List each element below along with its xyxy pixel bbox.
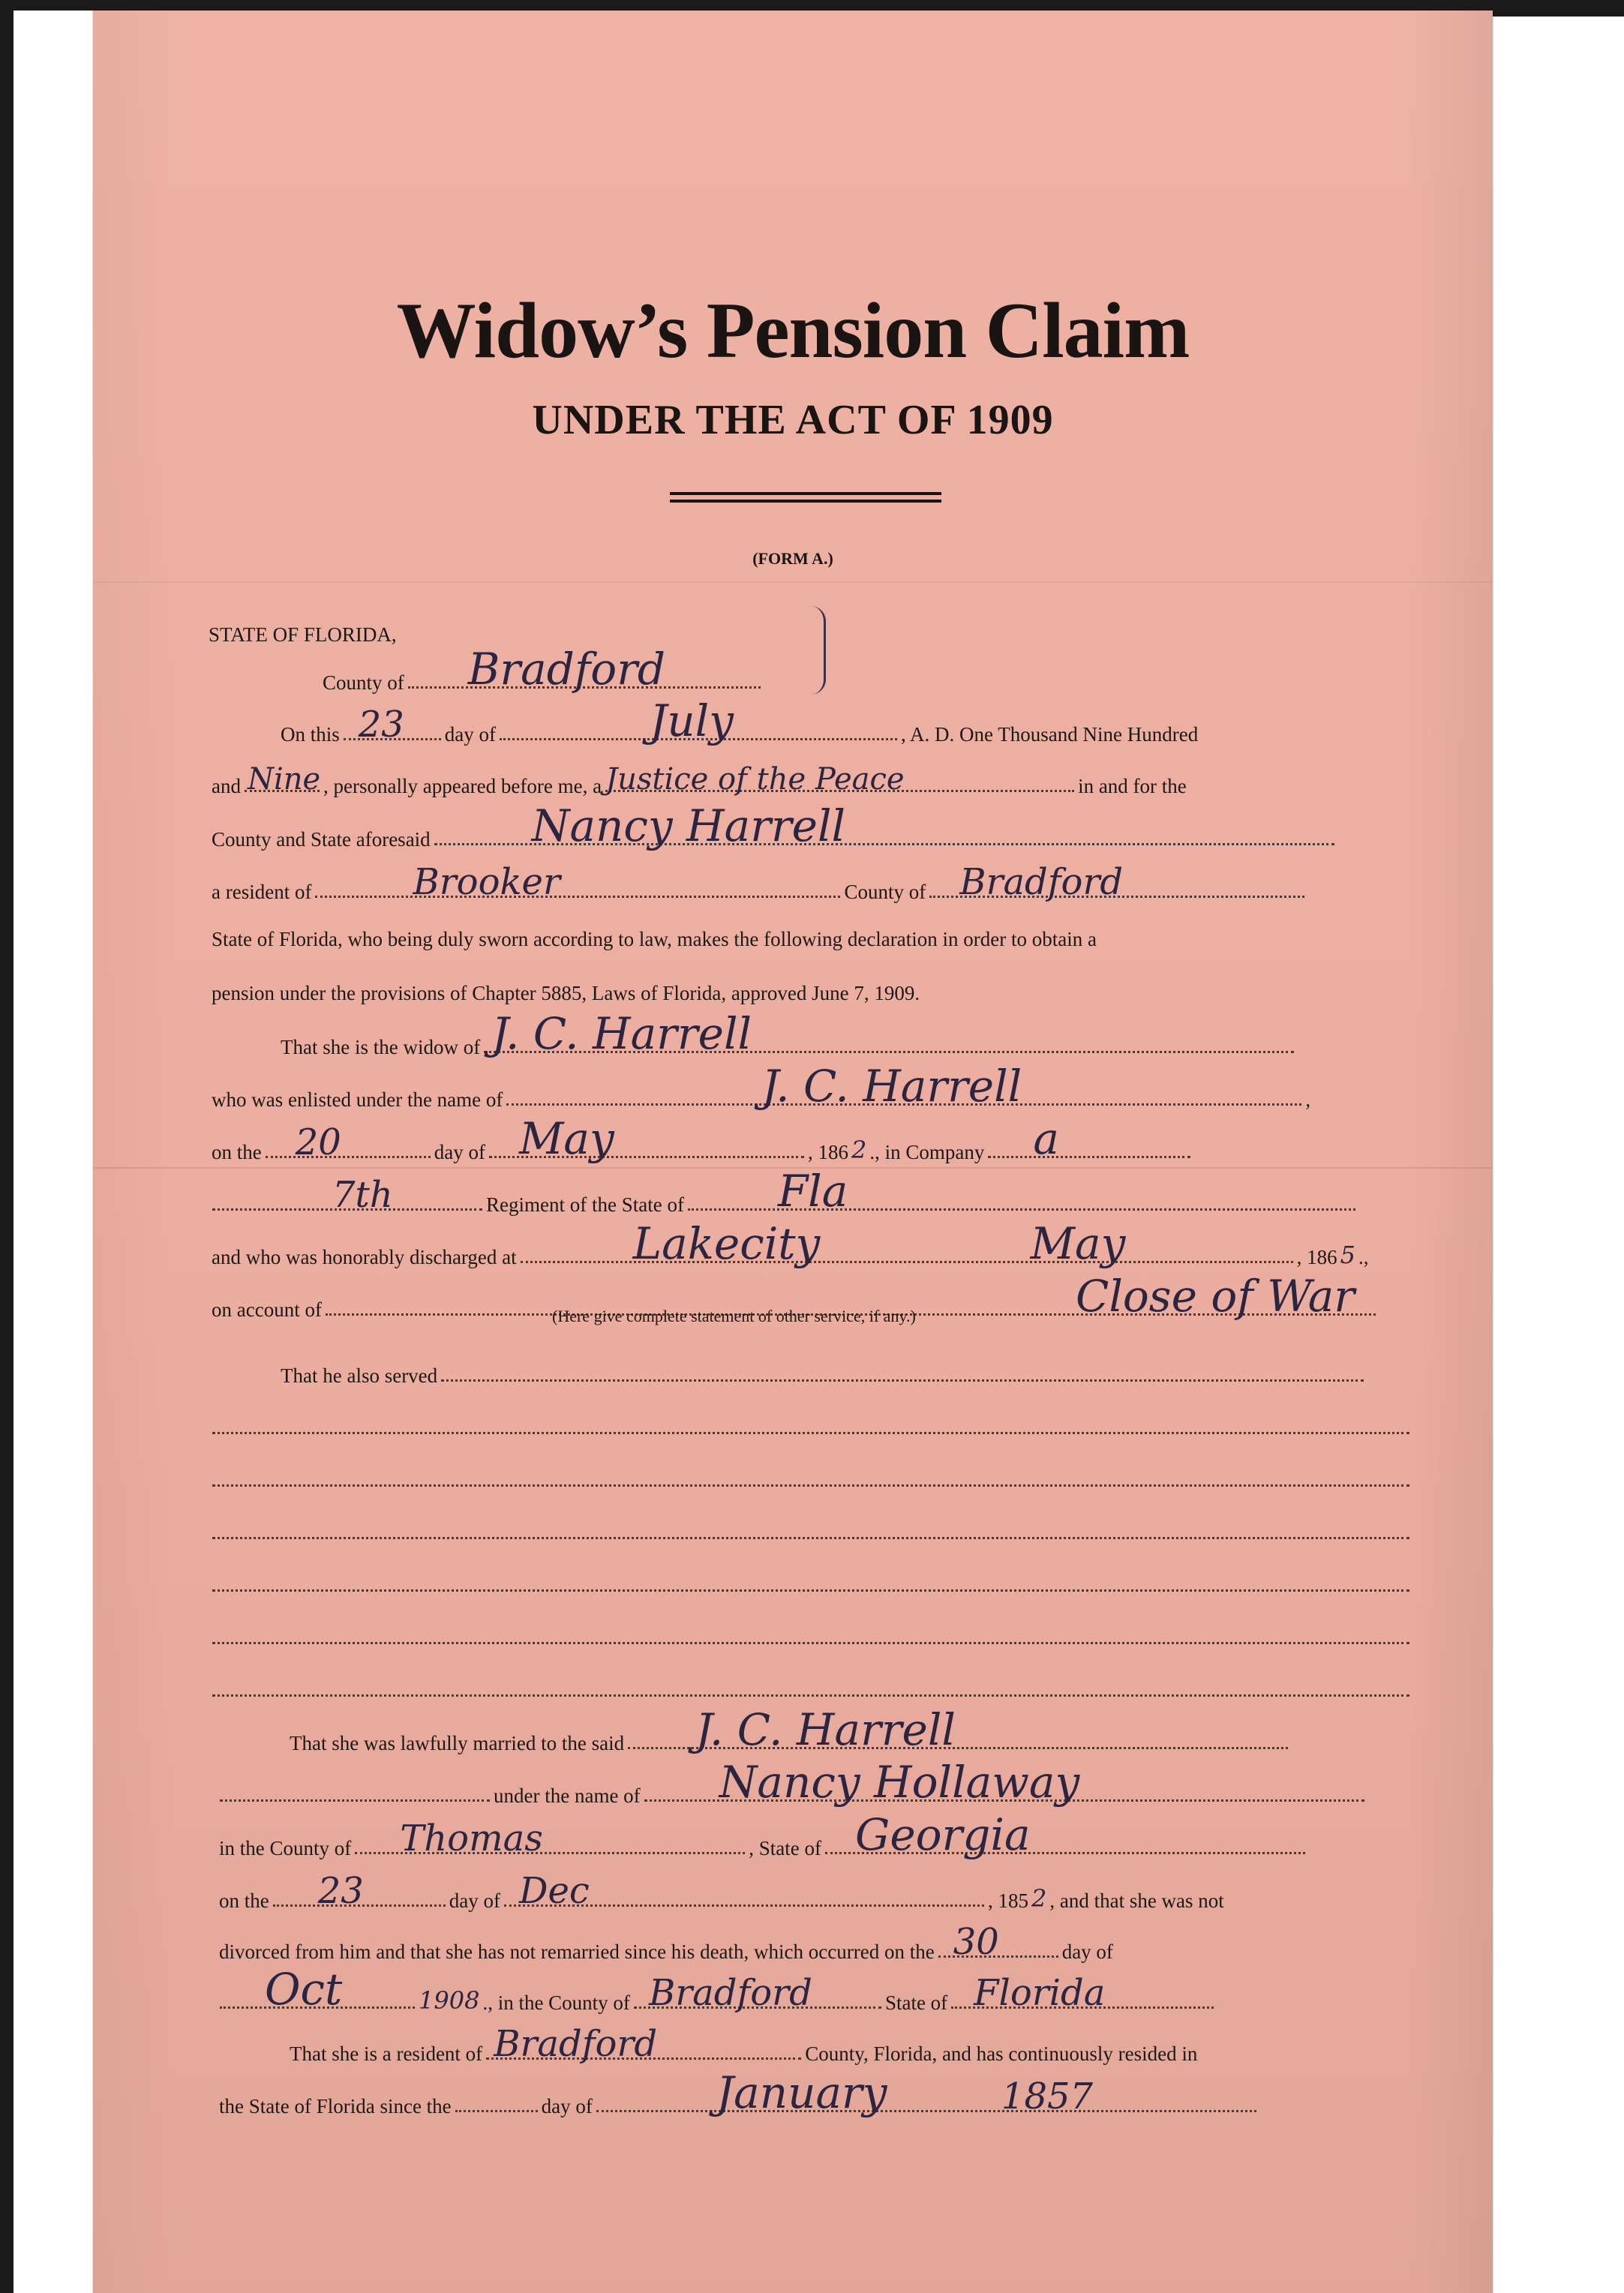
marriage-county-field [355, 1817, 745, 1859]
maiden-name-field [644, 1757, 1364, 1808]
husband-value: J. C. Harrell [695, 1704, 956, 1755]
also-served-line [279, 1358, 1414, 1388]
death-day-value: 30 [953, 1921, 999, 1963]
also-served-field [441, 1364, 1364, 1382]
and-label: and [212, 775, 241, 797]
enlist-day-of-label: day of [434, 1141, 485, 1163]
marriage-month-value: Dec [518, 1870, 590, 1912]
married-label: That she was lawfully married to the said [290, 1732, 625, 1754]
officer-field [605, 762, 1074, 797]
death-county-value: Bradford [648, 1972, 812, 2014]
enlisted-label: who was enlisted under the name of [212, 1088, 503, 1111]
enlist-day-field [266, 1121, 431, 1163]
death-place-line [218, 1964, 1418, 2015]
discharge-field [521, 1218, 1293, 1269]
also-served-label: That he also served [281, 1364, 438, 1387]
residence-value: Brooker [413, 861, 560, 903]
death-state-label: State of [884, 1991, 948, 2014]
widow-of-value: J. C. Harrell [491, 1008, 752, 1059]
discharge-end: ., [1358, 1246, 1369, 1268]
regiment-line [210, 1166, 1414, 1217]
since-label: the State of Florida since the [219, 2095, 452, 2117]
blank-field-4 [212, 1574, 1409, 1592]
document-title: Widow’s Pension Claim [396, 287, 1190, 374]
blank-field-2 [212, 1469, 1409, 1487]
under-name-lead-field [220, 1784, 490, 1802]
maiden-name-value: Nancy Hollaway [719, 1757, 1080, 1808]
since-month-value: January [716, 2067, 887, 2118]
declaration-line-1 [210, 921, 1414, 951]
regiment-field [212, 1174, 482, 1216]
discharge-place-value: Lakecity [632, 1218, 821, 1269]
marriage-county-label: in the County of [219, 1837, 352, 1859]
blank-line-4 [210, 1568, 1414, 1598]
account-value: Close of War [1075, 1271, 1355, 1322]
account-label: on account of [212, 1298, 322, 1321]
state-label: STATE OF FLORIDA, [209, 623, 397, 646]
death-county-field [634, 1972, 881, 2014]
death-text: divorced from him and that she has not remarried since his death, which occurred on the [219, 1940, 935, 1963]
blank-line-6 [210, 1673, 1414, 1703]
year-word-value: Nine [247, 762, 321, 797]
death-county-label: ., in the County of [482, 1991, 630, 2014]
county-florida-text: County, Florida, and has continuously resided in [805, 2042, 1198, 2065]
blank-line-1 [210, 1410, 1414, 1440]
since-date-field [596, 2067, 1256, 2118]
state-line [207, 617, 582, 647]
death-month-value: Oct [265, 1964, 343, 2015]
in-company-label: ., in Company [869, 1141, 985, 1163]
marriage-on-the-label: on the [219, 1889, 269, 1912]
blank-field-6 [212, 1679, 1409, 1697]
year-word-field [245, 762, 321, 797]
marriage-month-field [504, 1870, 984, 1912]
discharge-year-prefix: , 186 [1296, 1246, 1337, 1268]
county-bracket [807, 606, 826, 695]
scan-border-top [0, 0, 1624, 11]
on-the-label: on the [212, 1141, 262, 1163]
enlist-month-field [489, 1113, 804, 1164]
marriage-state-value: Georgia [854, 1809, 1031, 1860]
enlistment-date-line [210, 1113, 1414, 1164]
county-field [408, 644, 761, 695]
enlisted-line [210, 1061, 1414, 1112]
blank-field-5 [212, 1627, 1409, 1644]
regiment-state-value: Fla [777, 1166, 848, 1217]
company-field [988, 1113, 1190, 1164]
death-state-value: Florida [974, 1972, 1106, 2014]
current-resident-label: That she is a resident of [290, 2042, 483, 2065]
county-of-label: County of [844, 881, 926, 903]
marriage-year-digit: 2 [1031, 1884, 1047, 1913]
title-rule-bottom [670, 500, 941, 503]
company-value: a [1033, 1113, 1059, 1164]
marriage-day-value: 23 [317, 1870, 364, 1912]
since-year-value: 1857 [1001, 2075, 1094, 2117]
other-service-note: (Here give complete statement of other service, if any.) [552, 1307, 916, 1325]
marriage-county-value: Thomas [400, 1817, 543, 1859]
scan-border-left [0, 0, 14, 2293]
regiment-value: 7th [332, 1174, 393, 1216]
marriage-date-line [218, 1870, 1418, 1913]
under-name-label: under the name of [494, 1784, 641, 1807]
death-month-field [220, 1964, 415, 2015]
ad-text: , A. D. One Thousand Nine Hundred [901, 723, 1199, 746]
regiment-label: Regiment of the State of [486, 1193, 684, 1216]
since-day-of-label: day of [541, 2095, 593, 2117]
blank-line-2 [210, 1463, 1414, 1493]
widow-of-field [484, 1008, 1294, 1059]
marriage-year-prefix: , 185 [987, 1889, 1028, 1912]
widow-label: That she is the widow of [281, 1036, 481, 1058]
discharge-month-value: May [1030, 1218, 1126, 1269]
since-line [218, 2067, 1418, 2118]
regiment-state-field [688, 1166, 1355, 1217]
blank-field-3 [212, 1522, 1409, 1539]
enlisted-end: , [1305, 1088, 1311, 1111]
oath-month-value: July [650, 695, 734, 746]
enlist-year-digit: 2 [851, 1136, 867, 1164]
current-resident-county-field [486, 2023, 801, 2065]
death-year-value: 1908 [419, 1986, 480, 2015]
enlisted-value: J. C. Harrell [761, 1061, 1022, 1112]
in-and-for-text: in and for the [1078, 775, 1187, 797]
not-divorced-text: , and that she was not [1049, 1889, 1224, 1912]
death-line [218, 1921, 1418, 1964]
death-day-field [938, 1921, 1058, 1963]
declaration-line-2 [210, 975, 1414, 1005]
county-value: Bradford [467, 644, 666, 695]
discharged-label: and who was honorably discharged at [212, 1246, 517, 1268]
county-line [321, 644, 810, 695]
since-day-field [455, 2095, 538, 2112]
oath-date-line [279, 695, 1414, 746]
residence-line [210, 861, 1414, 904]
discharge-line [210, 1218, 1414, 1269]
form-label: (FORM A.) [752, 549, 833, 568]
enlist-year-prefix: , 186 [807, 1141, 848, 1163]
residence-county-field [929, 861, 1304, 903]
resident-label: a resident of [212, 881, 312, 903]
blank-field-1 [212, 1417, 1409, 1434]
maiden-name-line [218, 1757, 1418, 1808]
enlist-month-value: May [518, 1113, 614, 1164]
residence-county-value: Bradford [959, 861, 1124, 903]
husband-field [628, 1704, 1288, 1755]
oath-month-field [500, 695, 897, 746]
marriage-day-of-label: day of [449, 1889, 500, 1912]
blank-line-5 [210, 1620, 1414, 1650]
declaration-text-2: pension under the provisions of Chapter 5885, Laws of Florida, approved June 7, 1909. [212, 982, 920, 1004]
document-subtitle: UNDER THE ACT OF 1909 [532, 397, 1054, 443]
current-residence-line [288, 2023, 1418, 2066]
paper-fold-upper [93, 581, 1493, 583]
current-resident-county-value: Bradford [494, 2023, 658, 2065]
discharge-year-digit: 5 [1340, 1241, 1356, 1269]
enlist-day-value: 20 [295, 1121, 341, 1163]
oath-day-field [344, 704, 441, 746]
county-label: County of [323, 671, 404, 694]
marriage-day-field [273, 1870, 446, 1912]
claimant-value: Nancy Harrell [531, 800, 846, 851]
officer-line [210, 762, 1414, 798]
claimant-field [434, 800, 1334, 851]
residence-field [315, 861, 840, 903]
marriage-state-label: , State of [749, 1837, 821, 1859]
blank-line-3 [210, 1515, 1414, 1545]
title-rule-top [670, 492, 941, 495]
death-state-field [951, 1972, 1214, 2014]
widow-line [279, 1008, 1414, 1059]
county-state-label: County and State aforesaid [212, 828, 431, 851]
marriage-place-line [218, 1809, 1418, 1860]
scan-border-top-right [1493, 0, 1624, 17]
day-of-label: day of [444, 723, 496, 746]
enlisted-field [506, 1061, 1301, 1112]
marriage-state-field [825, 1809, 1305, 1860]
married-line [288, 1704, 1418, 1755]
appeared-text: , personally appeared before me, a [323, 775, 602, 797]
claimant-line [210, 800, 1414, 851]
on-this-label: On this [281, 723, 340, 746]
oath-day-value: 23 [358, 704, 404, 746]
officer-value: Justice of the Peace [605, 762, 905, 797]
declaration-text-1: State of Florida, who being duly sworn according to law, makes the following declaration in order to obtain a [212, 928, 1097, 950]
death-day-of-label: day of [1061, 1940, 1113, 1963]
